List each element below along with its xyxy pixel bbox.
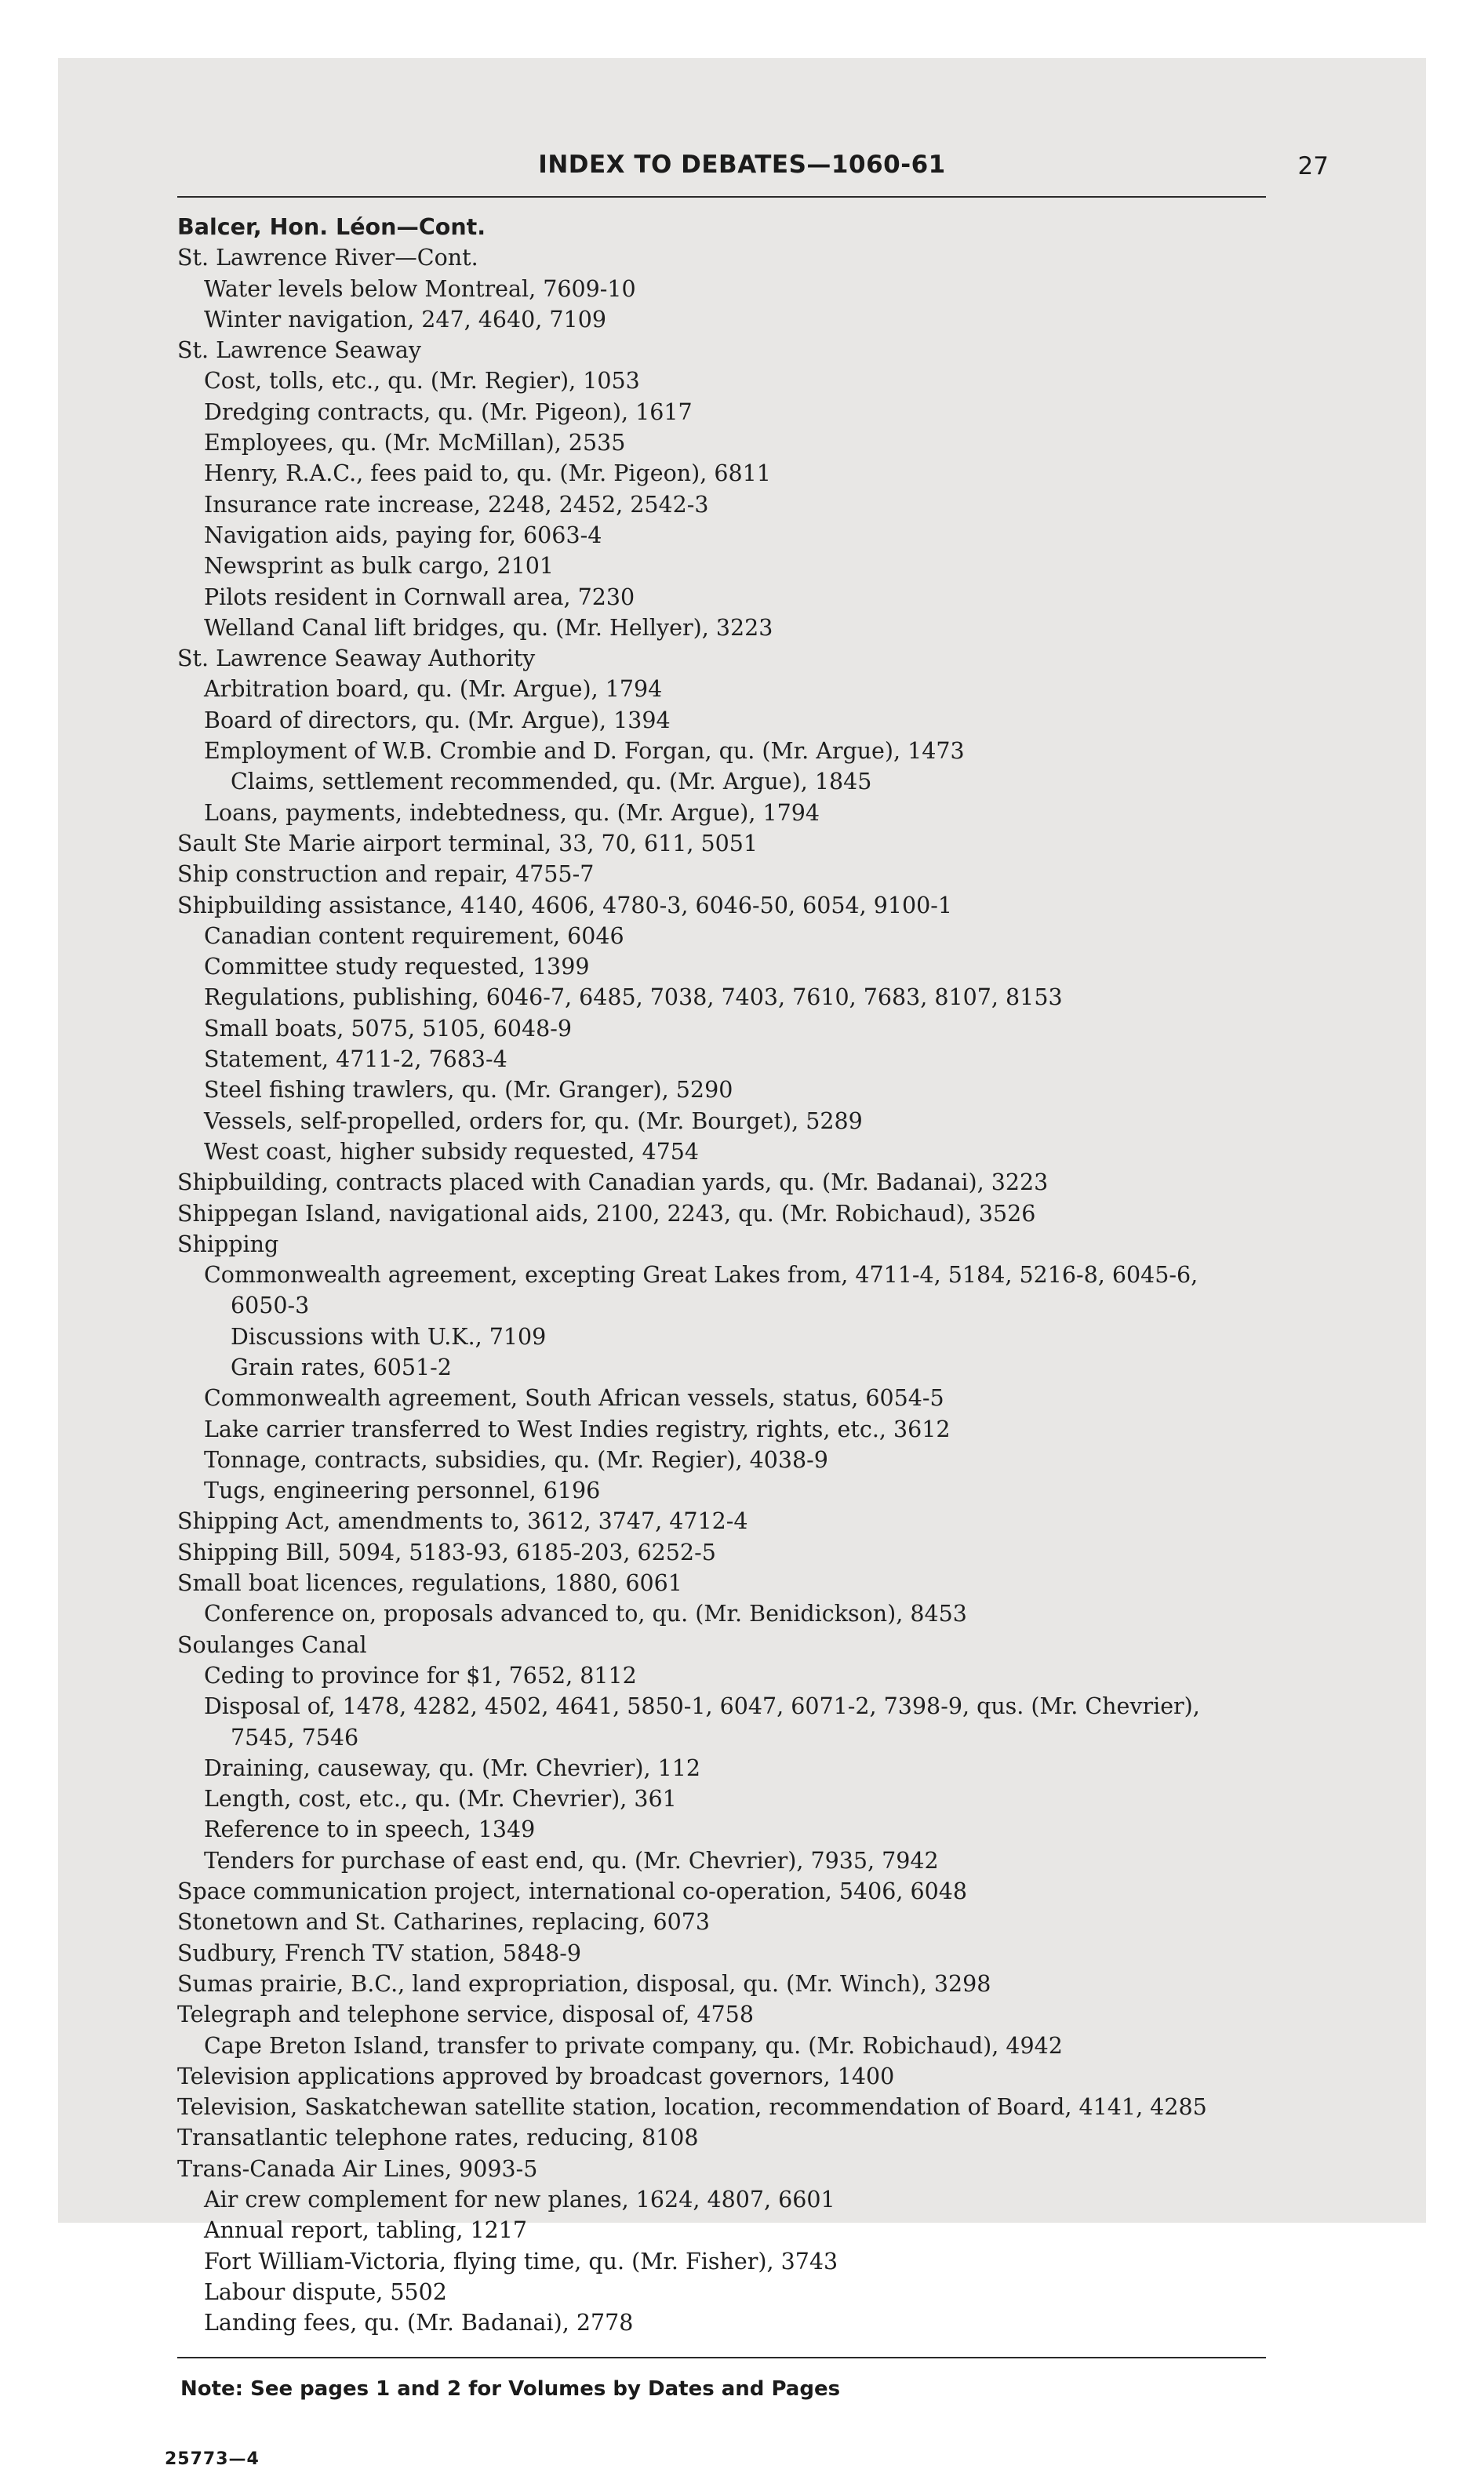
index-entry: Arbitration board, qu. (Mr. Argue), 1794	[204, 676, 663, 703]
index-entry: Loans, payments, indebtedness, qu. (Mr. Argue), 1794	[204, 799, 820, 826]
index-entry: Statement, 4711-2, 7683-4	[204, 1046, 507, 1073]
index-entry: Disposal of, 1478, 4282, 4502, 4641, 5850-1, 6047, 6071-2, 7398-9, qus. (Mr. Chevrier),	[204, 1693, 1200, 1720]
index-entry: Stonetown and St. Catharines, replacing, 6073	[177, 1909, 710, 1936]
index-entry: Board of directors, qu. (Mr. Argue), 1394	[204, 707, 671, 733]
index-entry: 6050-3	[231, 1293, 310, 1319]
index-entry: Shipping	[177, 1231, 279, 1257]
index-entry: St. Lawrence Seaway Authority	[177, 645, 536, 672]
index-entry: Conference on, proposals advanced to, qu. (Mr. Benidickson), 8453	[204, 1601, 967, 1627]
index-entry: St. Lawrence Seaway	[177, 337, 422, 364]
index-entry: Trans-Canada Air Lines, 9093-5	[177, 2155, 538, 2182]
index-entry: Committee study requested, 1399	[204, 954, 590, 980]
index-entry: Annual report, tabling, 1217	[204, 2217, 528, 2244]
index-entry: Transatlantic telephone rates, reducing, 8108	[177, 2125, 699, 2151]
index-entry: Sumas prairie, B.C., land expropriation, disposal, qu. (Mr. Winch), 3298	[177, 1970, 991, 1997]
index-entry: Employment of W.B. Crombie and D. Forgan, qu. (Mr. Argue), 1473	[204, 738, 965, 765]
index-entry: Fort William-Victoria, flying time, qu. (Mr. Fisher), 3743	[204, 2248, 838, 2274]
print-code: 25773—4	[165, 2449, 260, 2469]
index-entry: Soulanges Canal	[177, 1631, 367, 1658]
index-entry: Regulations, publishing, 6046-7, 6485, 7038, 7403, 7610, 7683, 8107, 8153	[204, 984, 1063, 1011]
index-entry: Balcer, Hon. Léon—Cont.	[177, 214, 486, 240]
index-entry: Ship construction and repair, 4755-7	[177, 861, 595, 888]
index-entry: Shipbuilding assistance, 4140, 4606, 4780-3, 6046-50, 6054, 9100-1	[177, 892, 953, 918]
index-entry: Navigation aids, paying for, 6063-4	[204, 522, 602, 548]
index-entry: Commonwealth agreement, excepting Great Lakes from, 4711-4, 5184, 5216-8, 6045-6,	[204, 1262, 1198, 1289]
index-entry: Henry, R.A.C., fees paid to, qu. (Mr. Pigeon), 6811	[204, 460, 771, 487]
index-entry: Labour dispute, 5502	[204, 2278, 447, 2305]
document-page	[58, 58, 1426, 2469]
index-entry: Draining, causeway, qu. (Mr. Chevrier), 112	[204, 1754, 701, 1781]
index-entry: St. Lawrence River—Cont.	[177, 245, 478, 271]
running-header-title: INDEX TO DEBATES—1060-61	[538, 151, 946, 179]
index-entry: Shippegan Island, navigational aids, 2100, 2243, qu. (Mr. Robichaud), 3526	[177, 1200, 1036, 1227]
index-entry: Telegraph and telephone service, disposal of, 4758	[177, 2002, 754, 2028]
index-entry: Cape Breton Island, transfer to private company, qu. (Mr. Robichaud), 4942	[204, 2032, 1063, 2059]
volumes-note: Note: See pages 1 and 2 for Volumes by Dates and Pages	[180, 2377, 841, 2402]
index-entry: Cost, tolls, etc., qu. (Mr. Regier), 1053	[204, 368, 640, 395]
index-entry: Shipping Act, amendments to, 3612, 3747, 4712-4	[177, 1508, 748, 1535]
index-entry: Discussions with U.K., 7109	[231, 1323, 547, 1350]
index-entry: Steel fishing trawlers, qu. (Mr. Granger), 5290	[204, 1077, 733, 1104]
index-entry: West coast, higher subsidy requested, 4754	[204, 1138, 700, 1165]
index-entry: Insurance rate increase, 2248, 2452, 2542-3	[204, 491, 709, 518]
index-entry: Shipbuilding, contracts placed with Canadian yards, qu. (Mr. Badanai), 3223	[177, 1169, 1049, 1196]
index-entry: Vessels, self-propelled, orders for, qu. (Mr. Bourget), 5289	[204, 1107, 863, 1134]
index-entry: Television, Saskatchewan satellite station, location, recommendation of Board, 4141, 4285	[177, 2094, 1207, 2121]
index-entry: Canadian content requirement, 6046	[204, 922, 624, 949]
index-entry: Welland Canal lift bridges, qu. (Mr. Hellyer), 3223	[204, 614, 773, 641]
index-entry: Winter navigation, 247, 4640, 7109	[204, 306, 606, 333]
index-entry: Small boat licences, regulations, 1880, 6061	[177, 1570, 682, 1597]
index-entry: Length, cost, etc., qu. (Mr. Chevrier), 361	[204, 1786, 677, 1813]
index-entry: Landing fees, qu. (Mr. Badanai), 2778	[204, 2310, 634, 2336]
index-entry: Tenders for purchase of east end, qu. (Mr. Chevrier), 7935, 7942	[204, 1847, 939, 1874]
index-entry: Pilots resident in Cornwall area, 7230	[204, 584, 635, 610]
index-entry: Dredging contracts, qu. (Mr. Pigeon), 1617	[204, 398, 693, 425]
index-entry: Sault Ste Marie airport terminal, 33, 70, 611, 5051	[177, 830, 758, 856]
index-entry: Air crew complement for new planes, 1624, 4807, 6601	[204, 2187, 835, 2213]
index-entry: Employees, qu. (Mr. McMillan), 2535	[204, 430, 626, 456]
index-entry: Grain rates, 6051-2	[231, 1354, 452, 1380]
index-entry: Commonwealth agreement, South African vessels, status, 6054-5	[204, 1385, 944, 1412]
index-entry: Water levels below Montreal, 7609-10	[204, 275, 636, 302]
page-number: 27	[1297, 152, 1329, 180]
index-entry: Tonnage, contracts, subsidies, qu. (Mr. Regier), 4038-9	[204, 1446, 828, 1473]
index-entry: Reference to in speech, 1349	[204, 1816, 536, 1843]
index-entry: Television applications approved by broadcast governors, 1400	[177, 2063, 895, 2089]
index-entry: Ceding to province for $1, 7652, 8112	[204, 1662, 637, 1689]
index-entries	[177, 212, 1291, 2338]
index-entry: Sudbury, French TV station, 5848-9	[177, 1940, 581, 1966]
index-entry: Small boats, 5075, 5105, 6048-9	[204, 1015, 573, 1042]
index-entry: Lake carrier transferred to West Indies registry, rights, etc., 3612	[204, 1416, 951, 1442]
footer-rule	[177, 2357, 1266, 2358]
index-entry: Tugs, engineering personnel, 6196	[204, 1478, 601, 1504]
index-entry: Claims, settlement recommended, qu. (Mr. Argue), 1845	[231, 769, 872, 795]
header-rule	[177, 196, 1266, 198]
index-entry: Space communication project, international co-operation, 5406, 6048	[177, 1878, 968, 1905]
index-entry: Newsprint as bulk cargo, 2101	[204, 553, 555, 580]
index-entry: Shipping Bill, 5094, 5183-93, 6185-203, 6252-5	[177, 1539, 716, 1565]
index-entry: 7545, 7546	[231, 1724, 359, 1751]
